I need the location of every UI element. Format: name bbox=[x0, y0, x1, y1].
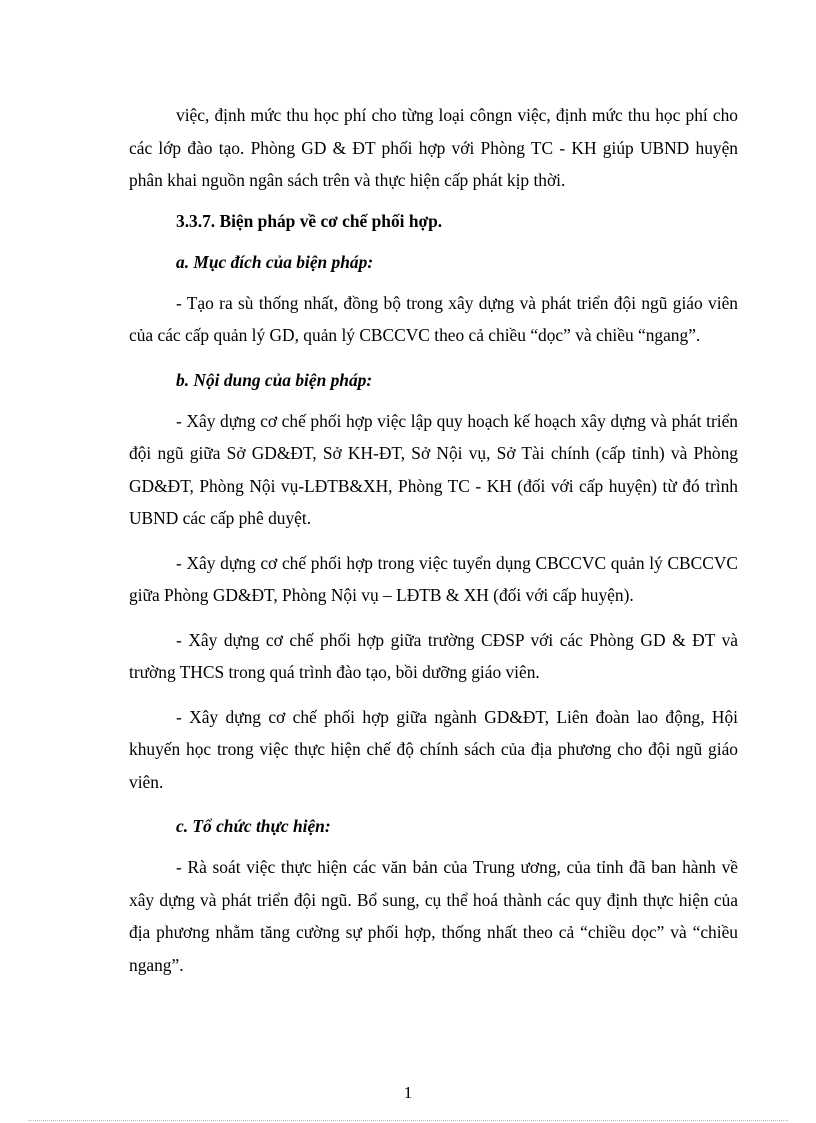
paragraph-purpose: - Tạo ra sù thống nhất, đồng bộ trong xây dựng và phát triển đội ngũ giáo viên của các cấp quản lý GD, quản lý CBCCVC theo cả chiều “dọc” và chiều “ngang”. bbox=[129, 292, 738, 345]
page-bottom-divider bbox=[28, 1120, 788, 1121]
paragraph-content-recruitment: - Xây dựng cơ chế phối hợp trong việc tuyển dụng CBCCVC quản lý CBCCVC giữa Phòng GD&ĐT, Phòng Nội vụ – LĐTB & XH (đối với cấp huyện). bbox=[129, 552, 738, 605]
section-heading-coordination: 3.3.7. Biện pháp về cơ chế phối hợp. bbox=[176, 210, 443, 231]
subheading-implementation: c. Tổ chức thực hiện: bbox=[176, 816, 331, 836]
paragraph-tuition-fees: việc, định mức thu học phí cho từng loại côngn việc, định mức thu học phí cho các lớp đào tạo. Phòng GD & ĐT phối hợp với Phòng TC - KH giúp UBND huyện phân khai nguồn ngân sách trên và thực hiện cấp phát kịp thời. bbox=[129, 105, 738, 190]
subheading-content: b. Nội dung của biện pháp: bbox=[176, 369, 373, 390]
paragraph-implementation: - Rà soát việc thực hiện các văn bản của Trung ương, của tỉnh đã ban hành về xây dựng và phát triển đội ngũ. Bổ sung, cụ thể hoá thành các quy định thực hiện của địa phương nhằm tăng cường sự phối hợp, thống nhất theo cả “chiều dọc” và “chiều ngang”. bbox=[129, 857, 738, 975]
paragraph-content-policy: - Xây dựng cơ chế phối hợp giữa ngành GD&ĐT, Liên đoàn lao động, Hội khuyến học trong việc thực hiện chế độ chính sách của địa phương cho đội ngũ giáo viên. bbox=[129, 706, 738, 792]
paragraph-content-training: - Xây dựng cơ chế phối hợp giữa trường CĐSP với các Phòng GD & ĐT và trường THCS trong quá trình đào tạo, bồi dưỡng giáo viên. bbox=[129, 629, 738, 682]
page-number: 1 bbox=[403, 1083, 413, 1102]
document-body bbox=[129, 99, 738, 993]
subheading-purpose: a. Mục đích của biện pháp: bbox=[176, 251, 374, 272]
paragraph-content-planning: - Xây dựng cơ chế phối hợp việc lập quy hoạch kế hoạch xây dựng và phát triển đội ngũ giữa Sở GD&ĐT, Sở KH-ĐT, Sở Nội vụ, Sở Tài chính (cấp tỉnh) và Phòng GD&ĐT, Phòng Nội vụ-LĐTB&XH, Phòng TC - KH (đối với cấp huyện) từ đó trình UBND các cấp phê duyệt. bbox=[129, 410, 738, 528]
